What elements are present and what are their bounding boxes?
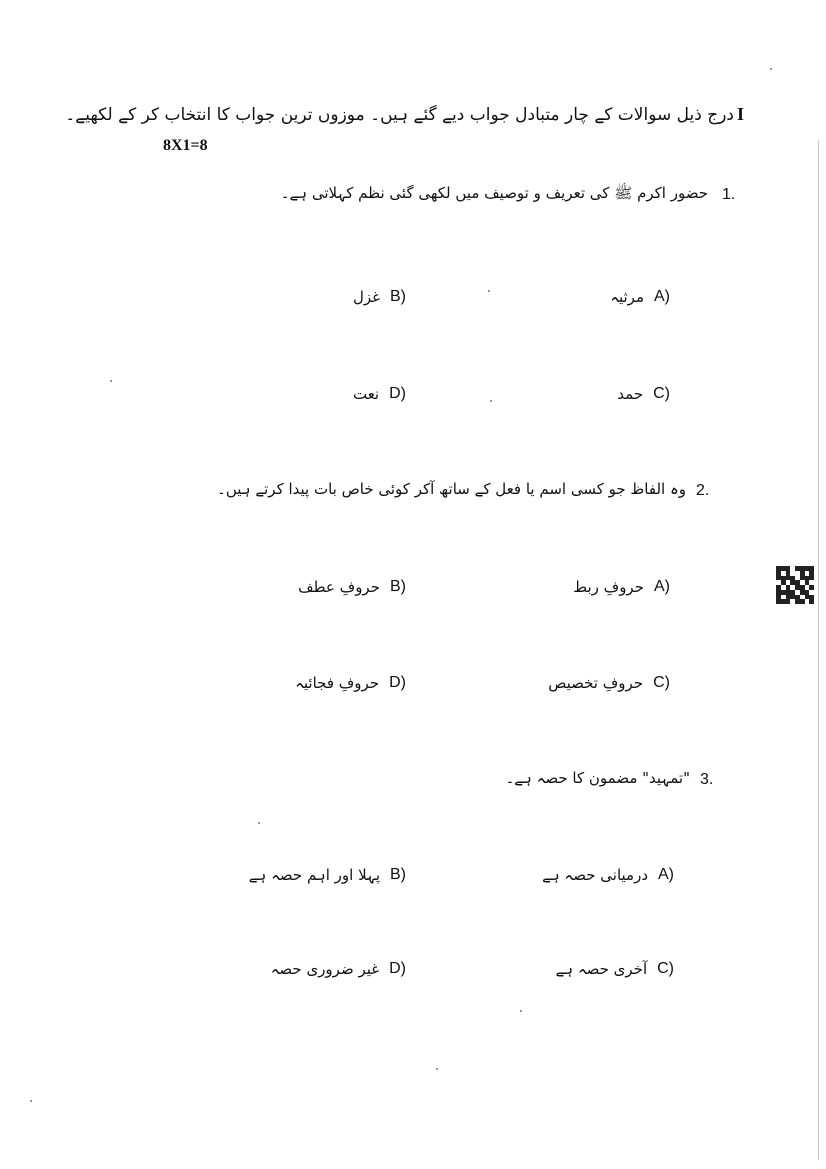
option-text: نعت (352, 385, 380, 403)
scan-speck (110, 380, 112, 382)
question-3-option-a (542, 866, 674, 884)
option-letter: D) (389, 960, 406, 977)
scan-speck (436, 1068, 438, 1070)
option-text: درمیانی حصہ ہے (542, 866, 648, 884)
qr-code-icon (776, 566, 814, 604)
section-number: I (736, 104, 744, 124)
question-2-number: 2. (696, 482, 710, 499)
scan-speck (770, 68, 772, 70)
option-letter: A) (654, 288, 670, 305)
scan-speck (488, 290, 490, 292)
option-text: حروفِ ربط (573, 578, 644, 596)
question-3-option-b (249, 866, 406, 884)
question-1-text: حضور اکرم ﷺ کی تعریف و توصیف میں لکھی گئی نظم کہلاتی ہے۔ (280, 184, 708, 202)
option-text: مرثیہ (610, 288, 644, 306)
question-3-option-d (271, 960, 406, 978)
question-1-option-d (353, 385, 406, 403)
option-letter: D) (389, 385, 406, 402)
question-1-option-b (353, 288, 406, 306)
option-text: حروفِ فجائیہ (295, 674, 380, 692)
option-text: حروفِ تخصیص (548, 674, 644, 692)
question-3-text: "تمہید" مضمون کا حصہ ہے۔ (505, 769, 690, 787)
option-letter: C) (653, 385, 670, 402)
marks-label: 8X1=8 (163, 137, 208, 154)
scan-edge-line (818, 140, 819, 1160)
option-text: غزل (352, 288, 380, 306)
scan-speck (30, 1100, 32, 1102)
question-1-option-a (610, 288, 670, 306)
option-letter: C) (653, 674, 670, 691)
option-letter: B) (390, 288, 406, 305)
option-text: حروفِ عطف (298, 578, 380, 596)
option-letter: A) (654, 578, 670, 595)
scan-speck (258, 822, 260, 824)
question-2-text: وہ الفاظ جو کسی اسم یا فعل کے ساتھ آکر کوئی خاص بات پیدا کرتے ہیں۔ (217, 480, 686, 498)
question-2-option-c (548, 674, 670, 692)
option-text: آخری حصہ ہے (555, 960, 648, 978)
question-2-option-b (298, 578, 406, 596)
question-2-option-d (295, 674, 406, 692)
option-letter: B) (390, 866, 406, 883)
scan-speck (520, 1010, 522, 1012)
option-letter: A) (658, 866, 674, 883)
question-3-number: 3. (700, 771, 714, 788)
option-text: حمد (617, 385, 644, 403)
scan-speck (490, 400, 492, 402)
option-text: غیر ضروری حصہ (270, 960, 380, 978)
option-letter: B) (390, 578, 406, 595)
option-text: پہلا اور اہم حصہ ہے (248, 866, 380, 884)
question-2-option-a (573, 578, 670, 596)
question-1-number: 1. (722, 186, 736, 203)
question-3-option-c (555, 960, 674, 978)
option-letter: C) (657, 960, 674, 977)
section-instruction: درج ذیل سوالات کے چار متبادل جواب دیے گئے ہیں۔ موزوں ترین جواب کا انتخاب کر کے لکھیے۔ (65, 105, 734, 125)
question-1-option-c (617, 385, 670, 403)
option-letter: D) (389, 674, 406, 691)
